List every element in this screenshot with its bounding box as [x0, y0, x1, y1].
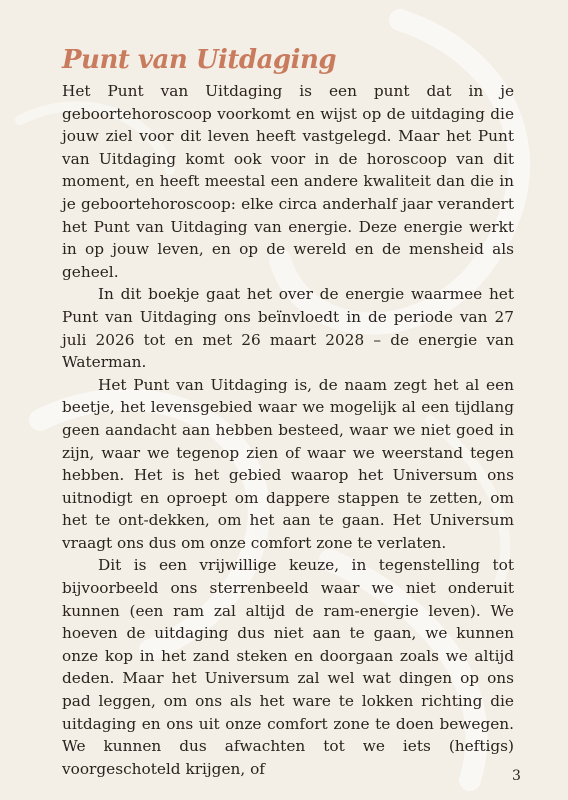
paragraph-choice: Dit is een vrijwillige keuze, in tegenstelling tot bijvoorbeeld ons sterrenbeeld waar we niet onderuit kunnen (een ram zal altijd de ram-energie leven). We hoeven de uitdaging dus niet aan te gaan, we kunnen onze kop in het zand steken en doorgaan zoals we altijd deden. Maar het Universum zal wel wat dingen op ons pad leggen, om ons als het ware te lokken richting die uitdaging en ons uit onze comfort zone te doen bewegen. We kunnen dus afwachten tot we iets (heftigs) voorgeschoteld krijgen, of [62, 556, 514, 778]
paragraph-life-area: Het Punt van Uitdaging is, de naam zegt het al een beetje, het levensgebied waar we mogelijk al een tijdlang geen aandacht aan hebben besteed, waar we niet goed in zijn, waar we tegenop zien of waar we weerstand tegen hebben. Het is het gebied waarop het Universum ons uitnodigt en oproept om dappere stappen te zetten, om het te ont-dekken, om het aan te gaan. Het Universum vraagt ons dus om onze comfort zone te verlaten. [62, 375, 514, 552]
paragraph-intro: Het Punt van Uitdaging is een punt dat in je geboortehoroscoop voorkomt en wijst op de uitdaging die jouw ziel voor dit leven heeft vastgelegd. Maar het Punt van Uitdaging komt ook voor in de horoscoop van dit moment, en heeft meestal een andere kwaliteit dan die in je geboortehoroscoop: elke circa anderhalf jaar verandert het Punt van Uitdaging van energie. Deze energie werkt in op jouw leven, en op de wereld en de mensheid als geheel. [62, 82, 514, 281]
paragraph-period: In dit boekje gaat het over de energie waarmee het Punt van Uitdaging ons beïnvloedt in de periode van 27 juli 2026 tot en met 26 maart 2028 – de energie van Waterman. [62, 285, 514, 372]
page-number: 3 [512, 768, 521, 784]
page-content [62, 40, 514, 780]
section-title: Punt van Uitdaging [62, 45, 337, 75]
